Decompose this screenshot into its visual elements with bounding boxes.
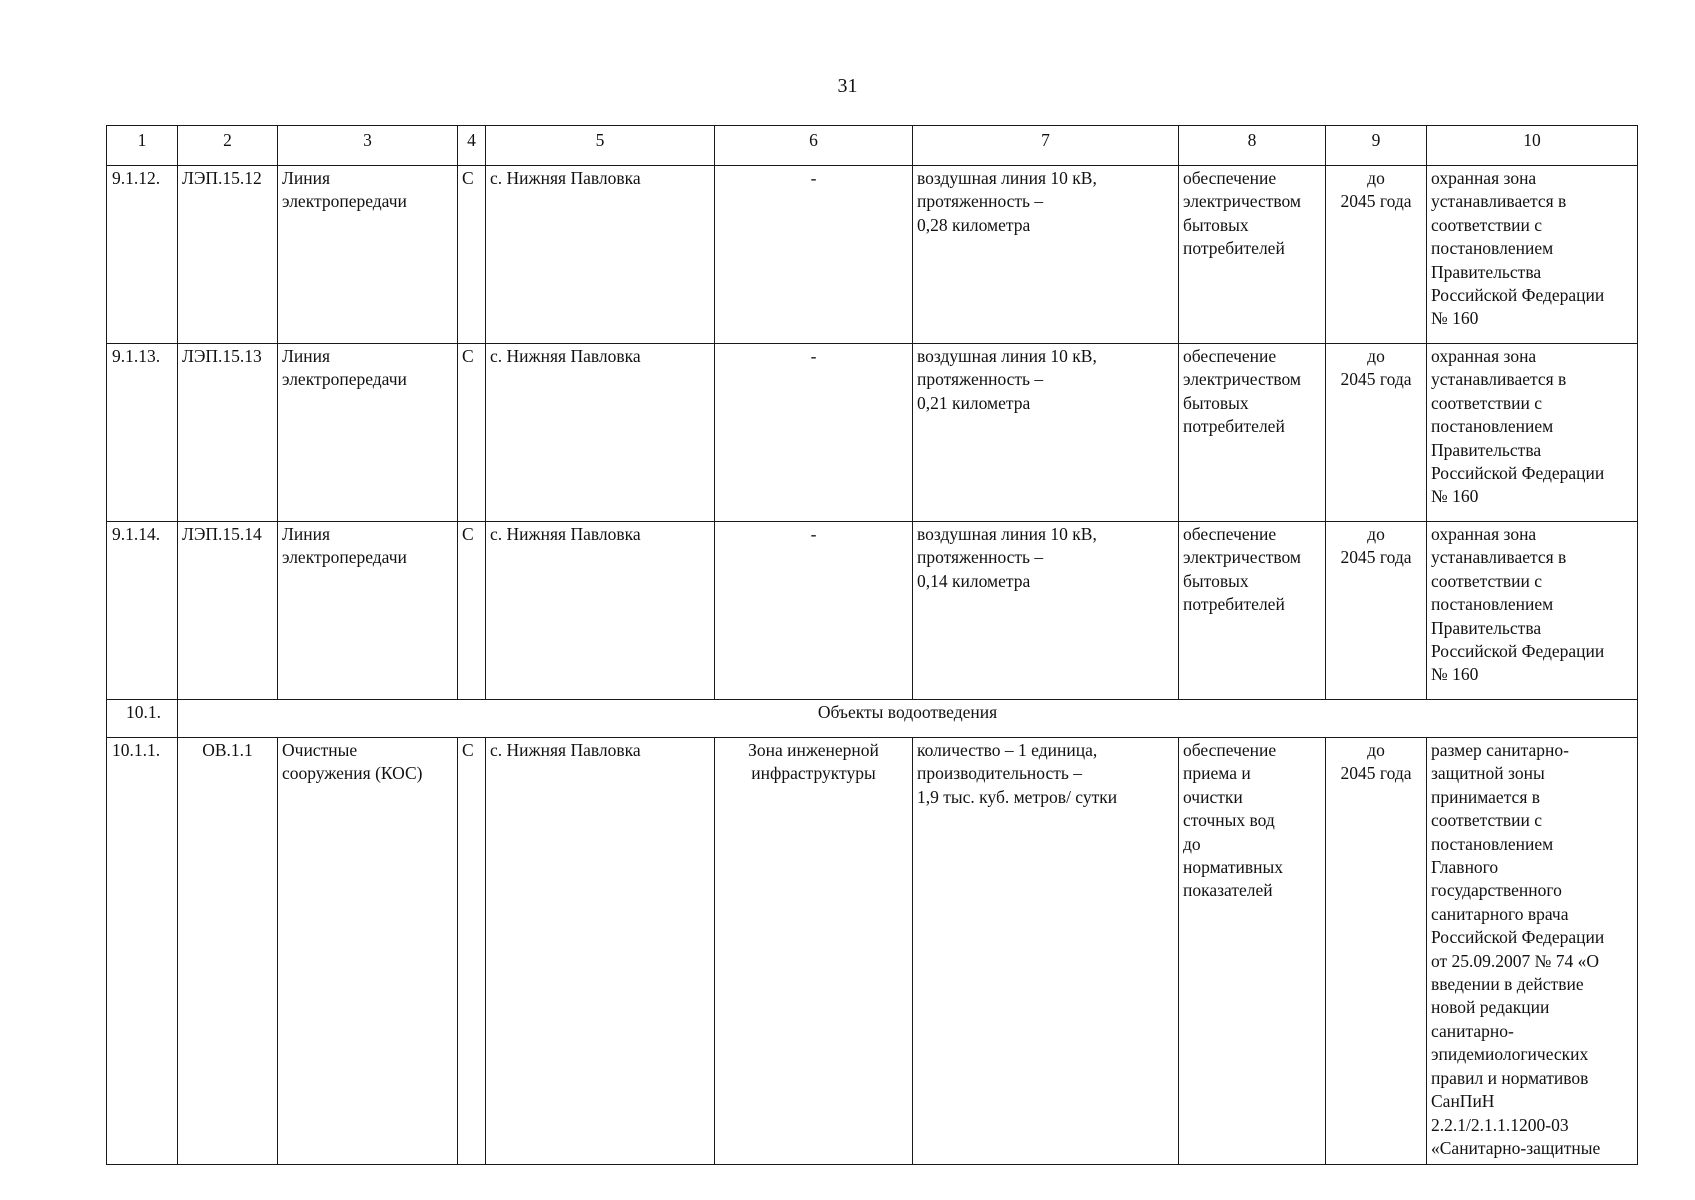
table-row [107, 166, 1638, 344]
object-status: С [458, 522, 486, 700]
object-term: до 2045 года [1326, 522, 1427, 700]
object-location: с. Нижняя Павловка [486, 344, 715, 522]
object-name: Очистные сооружения (КОС) [278, 738, 458, 1165]
table-row [107, 522, 1638, 700]
section-title: Объекты водоотведения [178, 700, 1638, 738]
object-code: ЛЭП.15.13 [178, 344, 278, 522]
table-row [107, 738, 1638, 1165]
object-code: ОВ.1.1 [178, 738, 278, 1165]
object-status: С [458, 738, 486, 1165]
header-cell-1: 1 [107, 126, 178, 166]
object-restrictions: охранная зона устанавливается в соответствии с постановлением Правительства Российской Федерации № 160 [1427, 344, 1638, 522]
object-characteristics: воздушная линия 10 кВ, протяженность – 0,14 километра [913, 522, 1179, 700]
row-number: 9.1.14. [107, 522, 178, 700]
object-name: Линия электропередачи [278, 166, 458, 344]
object-location: с. Нижняя Павловка [486, 522, 715, 700]
row-number: 9.1.12. [107, 166, 178, 344]
object-location: с. Нижняя Павловка [486, 166, 715, 344]
object-purpose: обеспечение электричеством бытовых потребителей [1179, 166, 1326, 344]
object-zone: - [715, 522, 913, 700]
object-purpose: обеспечение приема и очистки сточных вод до нормативных показателей [1179, 738, 1326, 1165]
object-purpose: обеспечение электричеством бытовых потребителей [1179, 522, 1326, 700]
object-term: до 2045 года [1326, 738, 1427, 1165]
table-header-row [107, 126, 1638, 166]
object-characteristics: воздушная линия 10 кВ, протяженность – 0,28 километра [913, 166, 1179, 344]
header-cell-5: 5 [486, 126, 715, 166]
header-cell-6: 6 [715, 126, 913, 166]
object-code: ЛЭП.15.12 [178, 166, 278, 344]
object-location: с. Нижняя Павловка [486, 738, 715, 1165]
object-characteristics: воздушная линия 10 кВ, протяженность – 0,21 километра [913, 344, 1179, 522]
object-code: ЛЭП.15.14 [178, 522, 278, 700]
section-number: 10.1. [107, 700, 178, 738]
row-number: 10.1.1. [107, 738, 178, 1165]
object-term: до 2045 года [1326, 344, 1427, 522]
header-cell-8: 8 [1179, 126, 1326, 166]
table-row [107, 344, 1638, 522]
row-number: 9.1.13. [107, 344, 178, 522]
header-cell-2: 2 [178, 126, 278, 166]
objects-table [106, 125, 1638, 1165]
section-row [107, 700, 1638, 738]
object-characteristics: количество – 1 единица, производительность – 1,9 тыс. куб. метров/ сутки [913, 738, 1179, 1165]
object-status: С [458, 344, 486, 522]
object-zone: - [715, 166, 913, 344]
header-cell-9: 9 [1326, 126, 1427, 166]
object-zone: - [715, 344, 913, 522]
object-restrictions: охранная зона устанавливается в соответствии с постановлением Правительства Российской Федерации № 160 [1427, 522, 1638, 700]
object-name: Линия электропередачи [278, 522, 458, 700]
page-number: 31 [837, 75, 858, 97]
object-restrictions: охранная зона устанавливается в соответствии с постановлением Правительства Российской Федерации № 160 [1427, 166, 1638, 344]
object-name: Линия электропередачи [278, 344, 458, 522]
object-purpose: обеспечение электричеством бытовых потребителей [1179, 344, 1326, 522]
object-term: до 2045 года [1326, 166, 1427, 344]
header-cell-7: 7 [913, 126, 1179, 166]
header-cell-10: 10 [1427, 126, 1638, 166]
object-status: С [458, 166, 486, 344]
object-restrictions: размер санитарно- защитной зоны принимается в соответствии с постановлением Главного государственного санитарного врача Российской Федерации от 25.09.2007 № 74 «О введении в действие новой редакции санитарно- эпидемиологических правил и нормативов СанПиН 2.2.1/2.1.1.1200-03 «Санитарно-защитные [1427, 738, 1638, 1165]
header-cell-3: 3 [278, 126, 458, 166]
header-cell-4: 4 [458, 126, 486, 166]
object-zone: Зона инженерной инфраструктуры [715, 738, 913, 1165]
